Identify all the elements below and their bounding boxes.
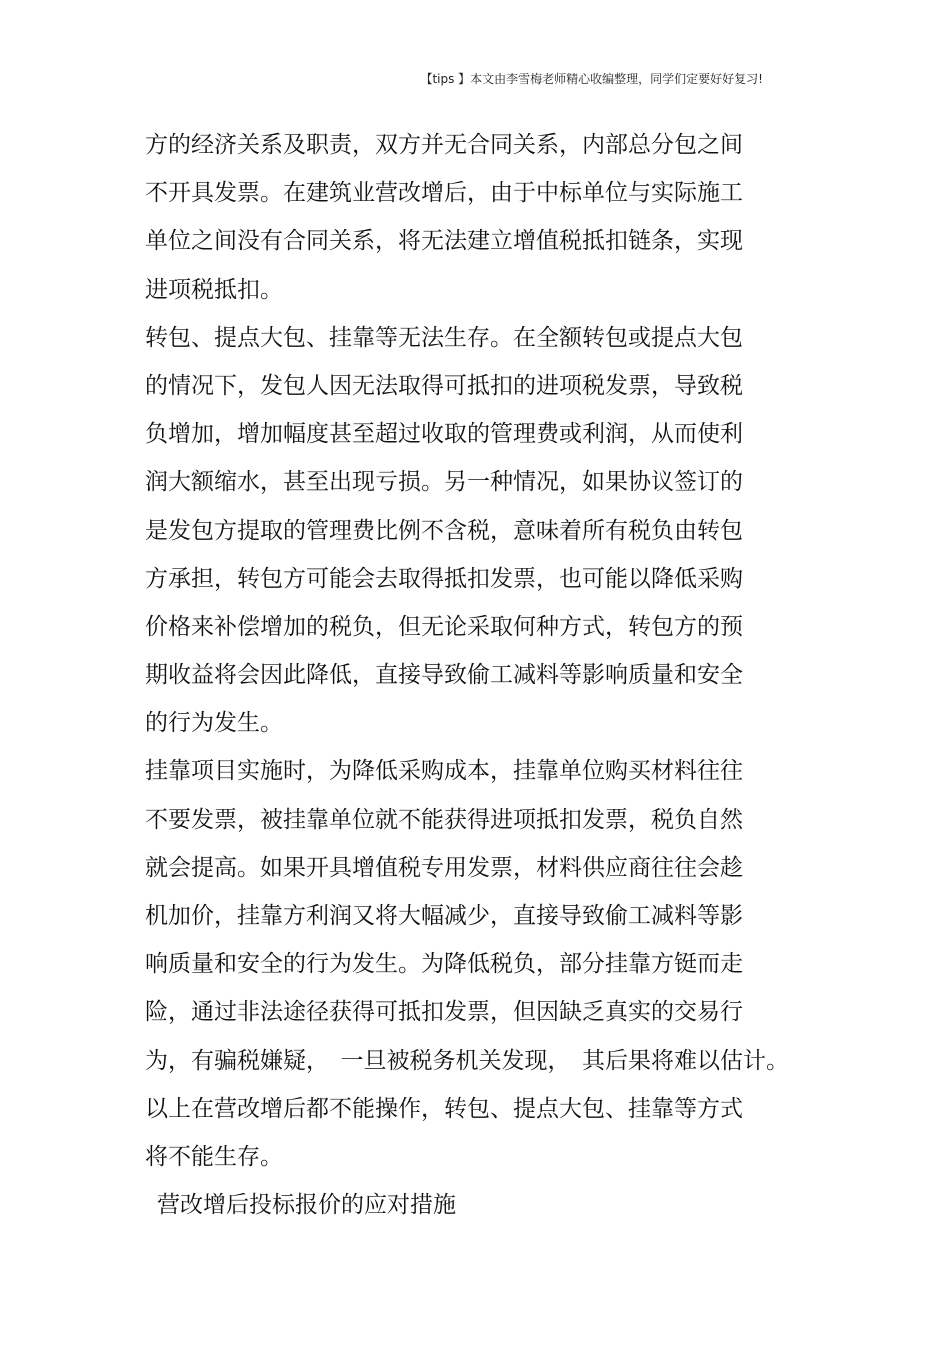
paragraph-line: 单位之间没有合同关系，将无法建立增值税抵扣链条，实现	[145, 228, 743, 255]
paragraph-line: 转包、提点大包、挂靠等无法生存。在全额转包或提点大包	[145, 324, 743, 351]
paragraph-line: 机加价，挂靠方利润又将大幅减少，直接导致偷工减料等影	[145, 903, 743, 929]
paragraph-line: 润大额缩水，甚至出现亏损。另一种情况，如果协议签订的	[145, 469, 743, 496]
paragraph-line: 挂靠项目实施时，为降低采购成本，挂靠单位购买材料往往	[145, 758, 743, 785]
section-heading: 营改增后投标报价的应对措施	[157, 1192, 456, 1219]
paragraph-line: 不要发票，被挂靠单位就不能获得进项抵扣发票，税负自然	[145, 806, 743, 833]
paragraph-line: 是发包方提取的管理费比例不含税，意味着所有税负由转包	[145, 517, 743, 544]
paragraph-line: 方承担，转包方可能会去取得抵扣发票，也可能以降低采购	[145, 565, 743, 592]
paragraph-line: 险，通过非法途径获得可抵扣发票，但因缺乏真实的交易行	[145, 999, 743, 1026]
paragraph-line: 以上在营改增后都不能操作，转包、提点大包、挂靠等方式	[145, 1095, 743, 1122]
paragraph-line: 价格来补偿增加的税负，但无论采取何种方式，转包方的预	[145, 613, 743, 640]
paragraph-line: 为，有骗税嫌疑， 一旦被税务机关发现， 其后果将难以估计。	[145, 1047, 789, 1074]
header-tip: 【tips 】本文由李雪梅老师精心收编整理，同学们定要好好复习!	[420, 72, 763, 86]
paragraph-line: 将不能生存。	[145, 1143, 283, 1170]
paragraph-line: 期收益将会因此降低，直接导致偷工减料等影响质量和安全	[145, 662, 743, 689]
paragraph-line: 方的经济关系及职责，双方并无合同关系，内部总分包之间	[145, 132, 743, 158]
paragraph-line: 响质量和安全的行为发生。为降低税负，部分挂靠方铤而走	[145, 951, 743, 978]
paragraph-line: 负增加，增加幅度甚至超过收取的管理费或利润，从而使利	[145, 421, 743, 448]
paragraph-line: 不开具发票。在建筑业营改增后，由于中标单位与实际施工	[145, 180, 743, 207]
document-body	[145, 127, 825, 1235]
paragraph-line: 就会提高。如果开具增值税专用发票，材料供应商往往会趁	[145, 854, 743, 881]
paragraph-line: 的情况下，发包人因无法取得可抵扣的进项税发票，导致税	[145, 372, 743, 399]
paragraph-line: 的行为发生。	[145, 710, 283, 737]
paragraph-line: 进项税抵扣。	[145, 276, 283, 303]
